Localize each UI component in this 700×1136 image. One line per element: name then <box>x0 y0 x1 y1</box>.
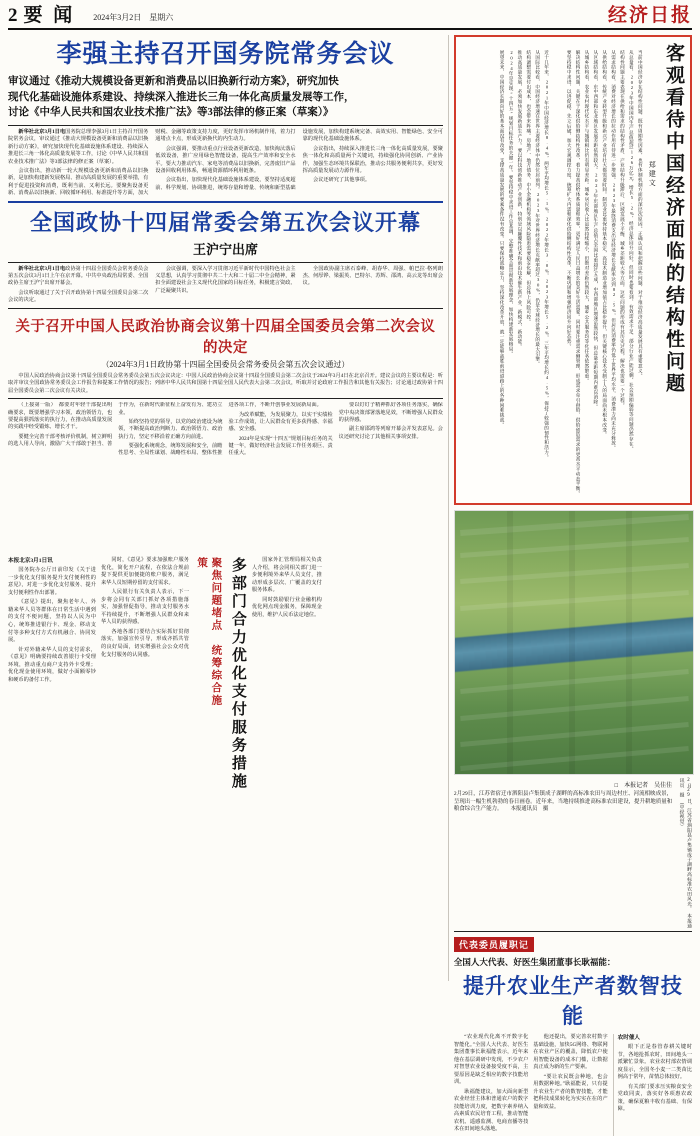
paragraph: 2024年是实现“十四五”规划目标任务的关键一年，做好经济社会发展工作任务艰巨、责任重大。 <box>228 435 333 457</box>
paragraph: 同时，《意见》要求加强账户服务优化，简化开户流程，在依法合规前提下提供更加便捷的账户服务，满足来华人员短期停留的支付需求。 <box>101 557 189 586</box>
vertical-feature-author: 郑建文 <box>648 161 657 188</box>
paragraph: 国务院办公厅日前印发《关于进一步优化支付服务提升支付便利性的意见》，对进一步优化支付服务、提升支付便利性作出部署。 <box>8 567 96 596</box>
paragraph: 国家外汇管理局相关负责人介绍，将会同相关部门进一步便利境外来华人员支付，推动形成多层次、广覆盖的支付服务体系。 <box>251 557 322 594</box>
sidebar-title: 农时催人 <box>617 1035 641 1041</box>
paragraph: 从城乡结构看，农业农村现代化水平与城镇相比仍有明显差距。城乡居民收入比虽然持续缩小，但绝对差距仍然较大，城乡公共服务均等化任务依然繁重。 <box>584 50 590 384</box>
lead-body <box>8 129 443 197</box>
paragraph: 从需求结构看，消费对经济增长的拉动作用有待进一步增强。2023年最终消费支出对经济增长贡献率达到82.5%，但居民消费率仍低于世界平均水平，消费潜力尚未充分释放。 <box>611 50 617 451</box>
dateline: 新华社北京3月1日电 <box>18 265 66 272</box>
story3-body <box>8 373 443 396</box>
story3-headline: 关于召开中国人民政治协商会议第十四届全国委员会第二次会议的决定 <box>15 318 436 356</box>
paragraph: 会议指出，持续深入推进长三角一体化高质量发展，要聚焦一体化和高质量两个关键词，持续强化协同创新、产业协作，加强生态环境共保联治，推动公共服务便利共享，更好发挥高质量发展动力源作用。 <box>302 145 443 174</box>
deputy-body-2 <box>533 1034 607 1136</box>
vertical-feature-article <box>454 35 692 505</box>
deputy-story <box>454 935 692 1136</box>
divider <box>8 398 443 399</box>
paragraph: 推动高质量发展，必须加快发展新质生产力。要以科技创新推动产业创新，特别是以颠覆性技术和前沿技术催生新产业、新模式、新动能。 <box>517 50 523 350</box>
story2-headline: 全国政协十四届常委会第五次会议开幕 <box>29 210 421 236</box>
divider <box>8 308 443 309</box>
vertical-feature-title: 客观看待中国经济面临的结构性问题 <box>663 43 684 395</box>
divider <box>454 931 692 932</box>
paragraph: 要坚持稳中求进、以进促稳、先立后破，加大宏观调控力度，统筹扩大内需和深化供给侧结构性改革，不断巩固和增强经济回升向好态势。 <box>567 50 573 350</box>
paragraph: 同时鼓励银行业金融机构优化网点现金服务，保障现金使用，维护人民币法定地位。 <box>251 596 322 618</box>
paragraph: 有关部门要求压实粮食安全党政同责，落实好各项惠农政策，确保夏粮丰收有基础、有保障。 <box>617 1083 693 1113</box>
dateline: 新华社北京3月1日电 <box>18 129 66 135</box>
bottom-left-text-3 <box>252 557 322 807</box>
paragraph: 会议还研究了其他事项。 <box>312 177 371 184</box>
paragraph: 《意见》提出，聚焦老年人、外籍来华人员等群体在日常生活中遇到的支付不便问题，坚持以人民为中心，统筹推进银行卡、现金、移动支付等多种支付方式有机融合、协同发展。 <box>8 599 96 644</box>
divider <box>8 201 443 203</box>
photo-side-caption: 2月29日，江苏省泗阳县卢集镇成子湖畔高标准农田风光。 本报通讯员 摄 （中经视觉） <box>678 778 691 928</box>
paragraph: 全国政协副主席石泰峰、胡春华、周强、帕巴拉·格列朗杰、何厚铧、梁振英、巴特尔、苏辉、邵鸿、高云龙等出席会议。 <box>302 265 443 287</box>
masthead <box>8 6 692 30</box>
publication-date: 2024年3月2日 星期六 <box>93 13 174 22</box>
paper-name: 经济日报 <box>607 5 692 26</box>
lead-deck <box>8 74 443 121</box>
bottom-left-kicker: 聚焦问题堵点 统筹综合施策 <box>196 557 222 708</box>
photo-byline: □ 本报记者 吴佳佳 <box>614 783 673 789</box>
paragraph: 要以钉钉子精神抓好各项任务落实，确保党中央决策部署落地见效，不断增强人民群众的获得感。 <box>338 402 443 423</box>
paragraph: 结构性问题主要表现在供给和需求的结构性矛盾、产业结构升级滞后、区域发展不平衡、城乡差距较大等方面。这些问题的形成有其历史过程，解决也需要一个过程。 <box>620 50 626 408</box>
deputy-sidebar <box>613 1034 692 1136</box>
paragraph: “农业现代化离不开数字化智能化。”全国人大代表、好医生集团董事长耿福能表示，近年来他在基层调研中发现，不少农户对智慧农业设备接受度不高，主要原因是缺乏相应的数字技能培训。 <box>453 1034 529 1086</box>
lead-story <box>8 41 443 197</box>
field-divider <box>507 511 513 774</box>
paragraph: 各地各部门要结合实际抓好贯彻落实，加强宣传引导，形成齐抓共管的良好局面，切实增强社会公众对优化支付服务的认同感。 <box>101 628 189 658</box>
deck-line-3: 讨论《中华人民共和国农业技术推广法》等3部法律的修正案（草案）》 <box>8 107 334 119</box>
divider <box>8 262 443 263</box>
paragraph: 眼下正是春管春耕关键时节，各地抢抓农时，田间地头一派繁忙景象。农业农村部农情调度显示，全国冬小麦一二类苗比例高于常年，苗情总体较好。 <box>617 1044 693 1081</box>
story-cppcc-opening <box>8 210 443 304</box>
field-divider <box>626 511 632 774</box>
paragraph: 要健全完善干部考核评价机制，树立鲜明的选人用人导向，激励广大干部敢于担当、善于作为，在新时代新征程上奋发有为、建功立业。 <box>8 402 223 448</box>
paragraph: 当前中国经济存在结构性问题，既有周期性因素，也有体制机制方面的深层次原因。正确认识和把握这些问题，对于推动经济高质量发展具有重要意义。 <box>638 50 644 379</box>
paragraph: 近十几年来，2021年中国经济增长8.4%，两年平均增长5.1%，2022年增长3.0%，2023年增长5.2%，三年平均增长约4.5%，保持了较强的韧性和活力。 <box>544 50 550 460</box>
right-column <box>448 35 693 1133</box>
deck-line-1: 审议通过《推动大规模设备更新和消费品以旧换新行动方案》，研究加快 <box>8 75 339 87</box>
bottom-left-text-2 <box>101 557 189 807</box>
photo-caption: 2月29日，江苏省宿迁市泗阳县卢集镇成子湖畔的高标准农田与周边村庄、河流相映成景，呈现出一幅生机勃勃的春日画卷。近年来，当地持续推进高标准农田建设，提升耕地质量和粮食综合生产能力。 本报通讯员 摄 <box>453 791 673 813</box>
aerial-farmland-photo <box>454 510 694 775</box>
story2-subhead: 王沪宁出席 <box>192 241 258 257</box>
deputy-headline: 提升农业生产者数智技能 <box>462 974 683 1028</box>
paragraph: 从国际比较看，中国经济增速在世界主要经济体中仍然位居前列。2023年对世界经济增长贡献率超过30%，仍是全球经济增长的最大引擎。 <box>535 50 541 367</box>
page-body <box>8 35 693 1133</box>
lead-headline: 李强主持召开国务院常务会议 <box>56 41 395 68</box>
paragraph-text: 政协第十四届全国委员会常务委员会第五次会议3月1日上午在京开幕。中共中央政治局常委、全国政协主席王沪宁出席开幕会。 <box>8 265 149 287</box>
paragraph: 耿福能建议，加大面向新型农业经营主体和普通农户的数字技能培训力度，把数字素养纳入高素质农民培育工程，推动智能农机、遥感监测、电商直播等技术在田间地头落地。 <box>453 1088 529 1133</box>
vertical-feature-sidebody <box>460 41 551 499</box>
paragraph: 始终坚持党的领导，以党的政治建设为统领，不断提高政治判断力、政治领悟力、政治执行力，坚定不移沿着正确方向前进。 <box>118 418 223 440</box>
divider <box>8 125 443 126</box>
bottom-left-text-1 <box>8 557 96 807</box>
left-column <box>8 35 443 981</box>
deck-line-2: 现代化基础设施体系建设、持续深入推进长三角一体化高质量发展等工作， <box>8 91 355 103</box>
page-number: 2 <box>8 5 18 26</box>
story-decision <box>8 315 443 396</box>
bottom-left-story <box>8 557 443 807</box>
paragraph: 从供给结构看，传统产业转型升级和新兴产业培育壮大都需要时间。制造业比重保持基本稳定，高技术制造业增加值占比稳步提升，但关键核心技术受制于人的局面尚未根本改变。 <box>602 50 608 438</box>
story2-body <box>8 266 443 305</box>
paragraph: 会议指出，加快现代化基础设施体系建设，要坚持适度超前、科学规划、协调推进，统筹存量和增量、传统和新型基础设施发展，加快构建系统完备、高效实用、智能绿色、安全可靠的现代化基础设施体系。 <box>155 129 443 191</box>
paragraph <box>8 266 148 288</box>
paragraph: 会议听取通过了关于召开政协第十四届全国委员会第二次会议的决定。 <box>8 289 149 304</box>
paragraph: 人民银行有关负责人表示，下一步将会同有关部门抓好各项措施落实，加强督促指导，推动支付服务水平持续提升，不断增强人民群众和来华人员的获得感。 <box>101 589 189 626</box>
paragraph: 会议强调，要推动重点行业设备更新改造，加快淘汰落后低效设备，推广应用绿色智能设备，提高生产效率和安全水平。要大力推动汽车、家电等消费品以旧换新，完善废旧产品设备回收利用体系，畅通资源循环利用链条。 <box>155 145 296 174</box>
deputy-body-1 <box>454 1034 528 1136</box>
paragraph: 中国人民政治协商会议第十四届全国委员会常务委员会第五次会议决定：中国人民政治协商会议第十四届全国委员会第二次会议于2024年3月4日在北京召开。建议会议的主要议程是：听取并审议全国政协常务委员会工作报告和提案工作情况的报告；列席中华人民共和国第十四届全国人民代表大会第二次会议，听取并讨论政府工作报告和其他有关报告；讨论通过政协第十四届全国委员会第二次会议有关决议。 <box>8 372 443 394</box>
paragraph <box>8 129 148 166</box>
paragraph: 从区域结构看，东中西部和东北地区发展差距依然较大。2023年东部地区生产总值占全国比重超过五成，中西部地区增速虽然较快，但总量差距短期内难以消除。 <box>593 50 599 410</box>
paragraph: 从总量看，2023年中国国内生产总值超过126万亿元，增长5.2%，经济总体回升向好。但同时也要看到，有效需求不足、部分行业产能过剩、社会预期偏弱等问题仍然存在。 <box>629 50 635 452</box>
paragraph: 结构调整需要付出成本，也会带来阵痛。房地产、地方债务、中小金融机构等领域风险隐患需要稳妥化解，但总体上风险可控。 <box>526 50 532 325</box>
paragraph: 2024年是实现“十四五”规划目标任务的关键一年。要坚持稳中求进工作总基调，完整准确全面贯彻新发展理念，加快构建新发展格局。 <box>509 50 514 357</box>
paragraph: 会议指出，推动新一轮大规模设备更新和消费品以旧换新，是加快构建新发展格局、推动高质量发展的重要举措，有利于促进投资和消费，既利当前、又利长远。要聚焦设备更新、消费品以旧换新、回收循环利用、标准提升等方面，加大财税、金融等政策支持力度，更好发挥市场机制作用，着力打通堵点卡点，形成更新换代的内生动力。 <box>8 129 296 196</box>
paragraph: 要强化系统观念，统筹发展和安全，前瞻性思考、全局性谋划、战略性布局、整体性推进各项工作，不断开创事业发展新局面。 <box>118 402 322 457</box>
column-badge: 代表委员履职记 <box>454 937 534 952</box>
paragraph: 会议强调，要深入学习贯彻习近平新时代中国特色社会主义思想，认真学习贯彻中共二十大和二十届二中全会精神，紧扣全面建设社会主义现代化国家的目标任务，积极建言资政、广泛凝聚共识。 <box>155 265 296 294</box>
paragraph: （上接第一版） 都要对年轻干部提出明确要求，既要增强学习本领、政治领悟力，也要提高狠抓落实的执行力，在推动高质量发展的实践中经受锻炼、增长才干。 <box>8 402 113 431</box>
deputy-kicker: 全国人大代表、好医生集团董事长耿福能： <box>453 957 616 967</box>
bottom-left-headline: 多部门合力优化支付服务措施 <box>229 557 246 792</box>
story3-subline: （2024年3月1日政协第十四届全国委员会常务委员会第五次会议通过） <box>101 359 350 369</box>
paragraph: 针对外籍来华人员的支付需求，《意见》明确要持续改善银行卡受理环境，推动重点商户支持外卡受理；优化现金使用环境，做好小面额零钞和硬币的备付工作。 <box>8 646 96 683</box>
paragraph: “要让农民既会种地，也会用数据种地。”耿福能说，只有提升农业生产者的数智技能，才能把科技成果转化为实实在在的产量和效益。 <box>533 1073 608 1110</box>
paragraph: 副主席邵鸿等列席开幕会并发表意见。会议还研究讨论了其他相关事项安排。 <box>338 426 443 440</box>
field-divider <box>569 511 575 774</box>
paragraph: 解决结构性问题，关键在于深化供给侧结构性改革，着力提高供给体系质量和效率，更好满足人民日益增长的美好生活需要。同时要注重需求侧管理，形成需求牵引供给、供给创造需求的更高水平动态平衡。 <box>576 50 582 497</box>
paragraph-text: 国务院总理李强3月1日主持召开国务院常务会议，审议通过《推动大规模设备更新和消费品以旧换新行动方案》，研究加快现代化基础设施体系建设、持续深入推进长三角一体化高质量发展等工作，讨论《中华人民共和国农业技术推广法》等3部法律的修正案（草案）。 <box>8 129 149 165</box>
continuation-body <box>8 402 443 552</box>
paragraph: 展望未来，中国经济长期向好的基本面没有改变，支撑高质量发展的要素条件没有改变。只要保持战略定力，坚持深化改革开放，就一定能够战胜前进道路上的各种困难挑战。 <box>500 50 506 428</box>
paragraph: 为改革赋能，为发展聚力，以实干实绩检验工作成效，让人民群众有更多获得感、幸福感、安全感。 <box>228 411 333 433</box>
dateline: 本报北京3月1日讯 <box>8 558 53 565</box>
paragraph: 他还提出，要完善农村数字基础设施，加快5G网络、物联网在农业产区的覆盖，降低农户使用智能设备的成本门槛，让数据真正成为新的生产要素。 <box>533 1034 608 1071</box>
vertical-feature-body <box>554 41 645 499</box>
section-title: 要 闻 <box>23 5 76 26</box>
